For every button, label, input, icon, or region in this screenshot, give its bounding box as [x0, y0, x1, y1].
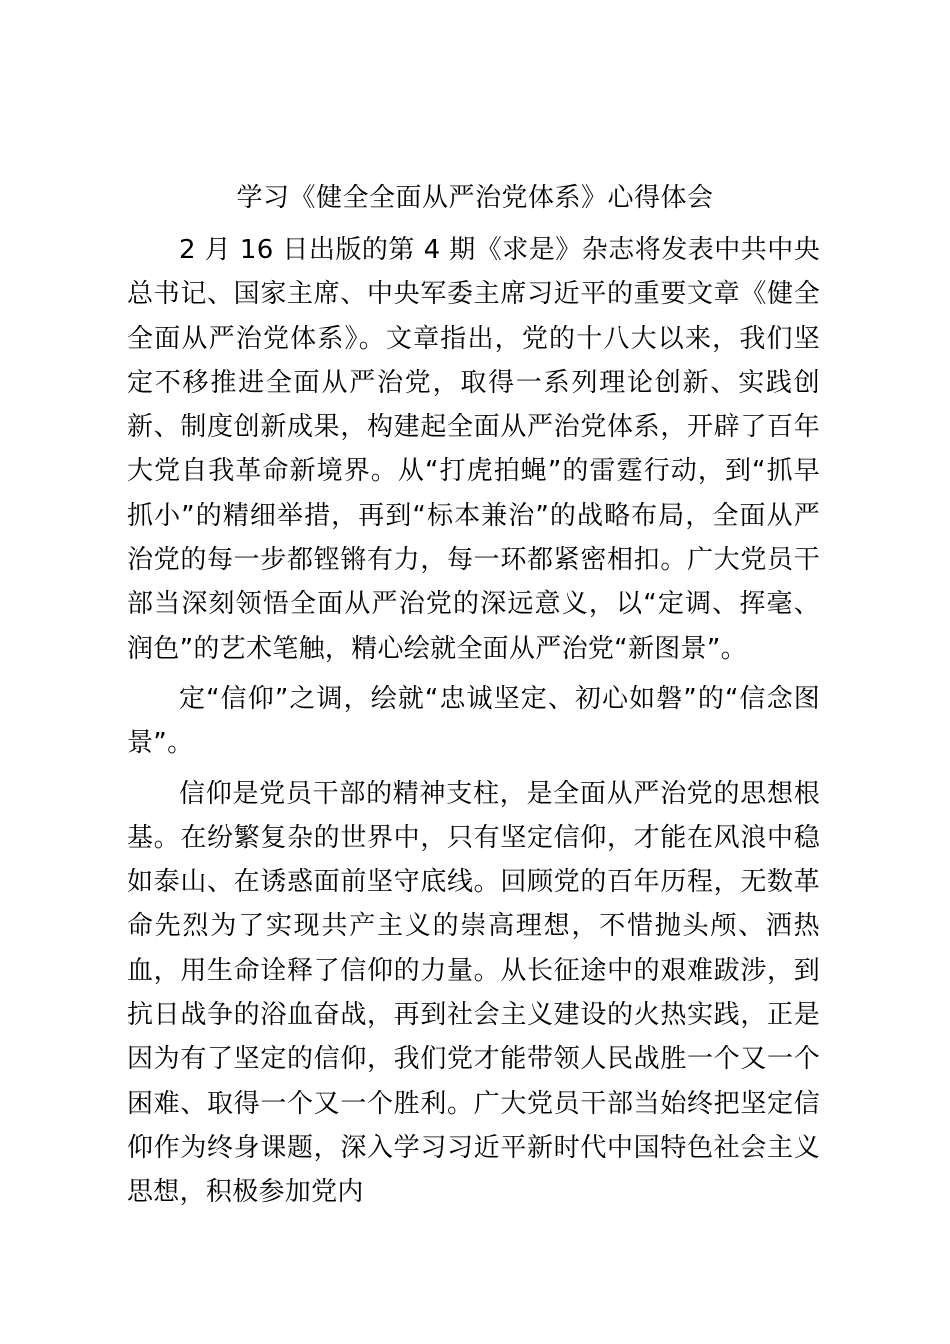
paragraph-intro: 2 月 16 日出版的第 4 期《求是》杂志将发表中共中央总书记、国家主席、中央军委主席习近平的重要文章《健全全面从严治党体系》。文章指出，党的十八大以来，我们坚定不移推进全面从严治党，取得一系列理论创新、实践创新、制度创新成果，构建起全面从严治党体系，开辟了百年大党自我革命新境界。从“打虎拍蝇”的雷霆行动，到“抓早抓小”的精细举措，再到“标本兼治”的战略布局，全面从严治党的每一步都铿锵有力，每一环都紧密相扣。广大党员干部当深刻领悟全面从严治党的深远意义，以“定调、挥毫、润色”的艺术笔触，精心绘就全面从严治党“新图景”。	[127, 235, 820, 664]
paragraph-faith: 信仰是党员干部的精神支柱，是全面从严治党的思想根基。在纷繁复杂的世界中，只有坚定信仰，才能在风浪中稳如泰山、在诱惑面前坚守底线。回顾党的百年历程，无数革命先烈为了实现共产主义的崇高理想，不惜抛头颅、洒热血，用生命诠释了信仰的力量。从长征途中的艰难跋涉，到抗日战争的浴血奋战，再到社会主义建设的火热实践，正是因为有了坚定的信仰，我们党才能带领人民战胜一个又一个困难、取得一个又一个胜利。广大党员干部当始终把坚定信仰作为终身课题，深入学习习近平新时代中国特色社会主义思想，积极参加党内	[127, 778, 820, 1208]
document-body	[127, 228, 820, 1215]
paragraph-section-heading: 定“信仰”之调，绘就“忠诚坚定、初心如磐”的“信念图景”。	[127, 683, 820, 759]
document-title: 学习《健全全面从严治党体系》心得体会	[236, 183, 714, 213]
